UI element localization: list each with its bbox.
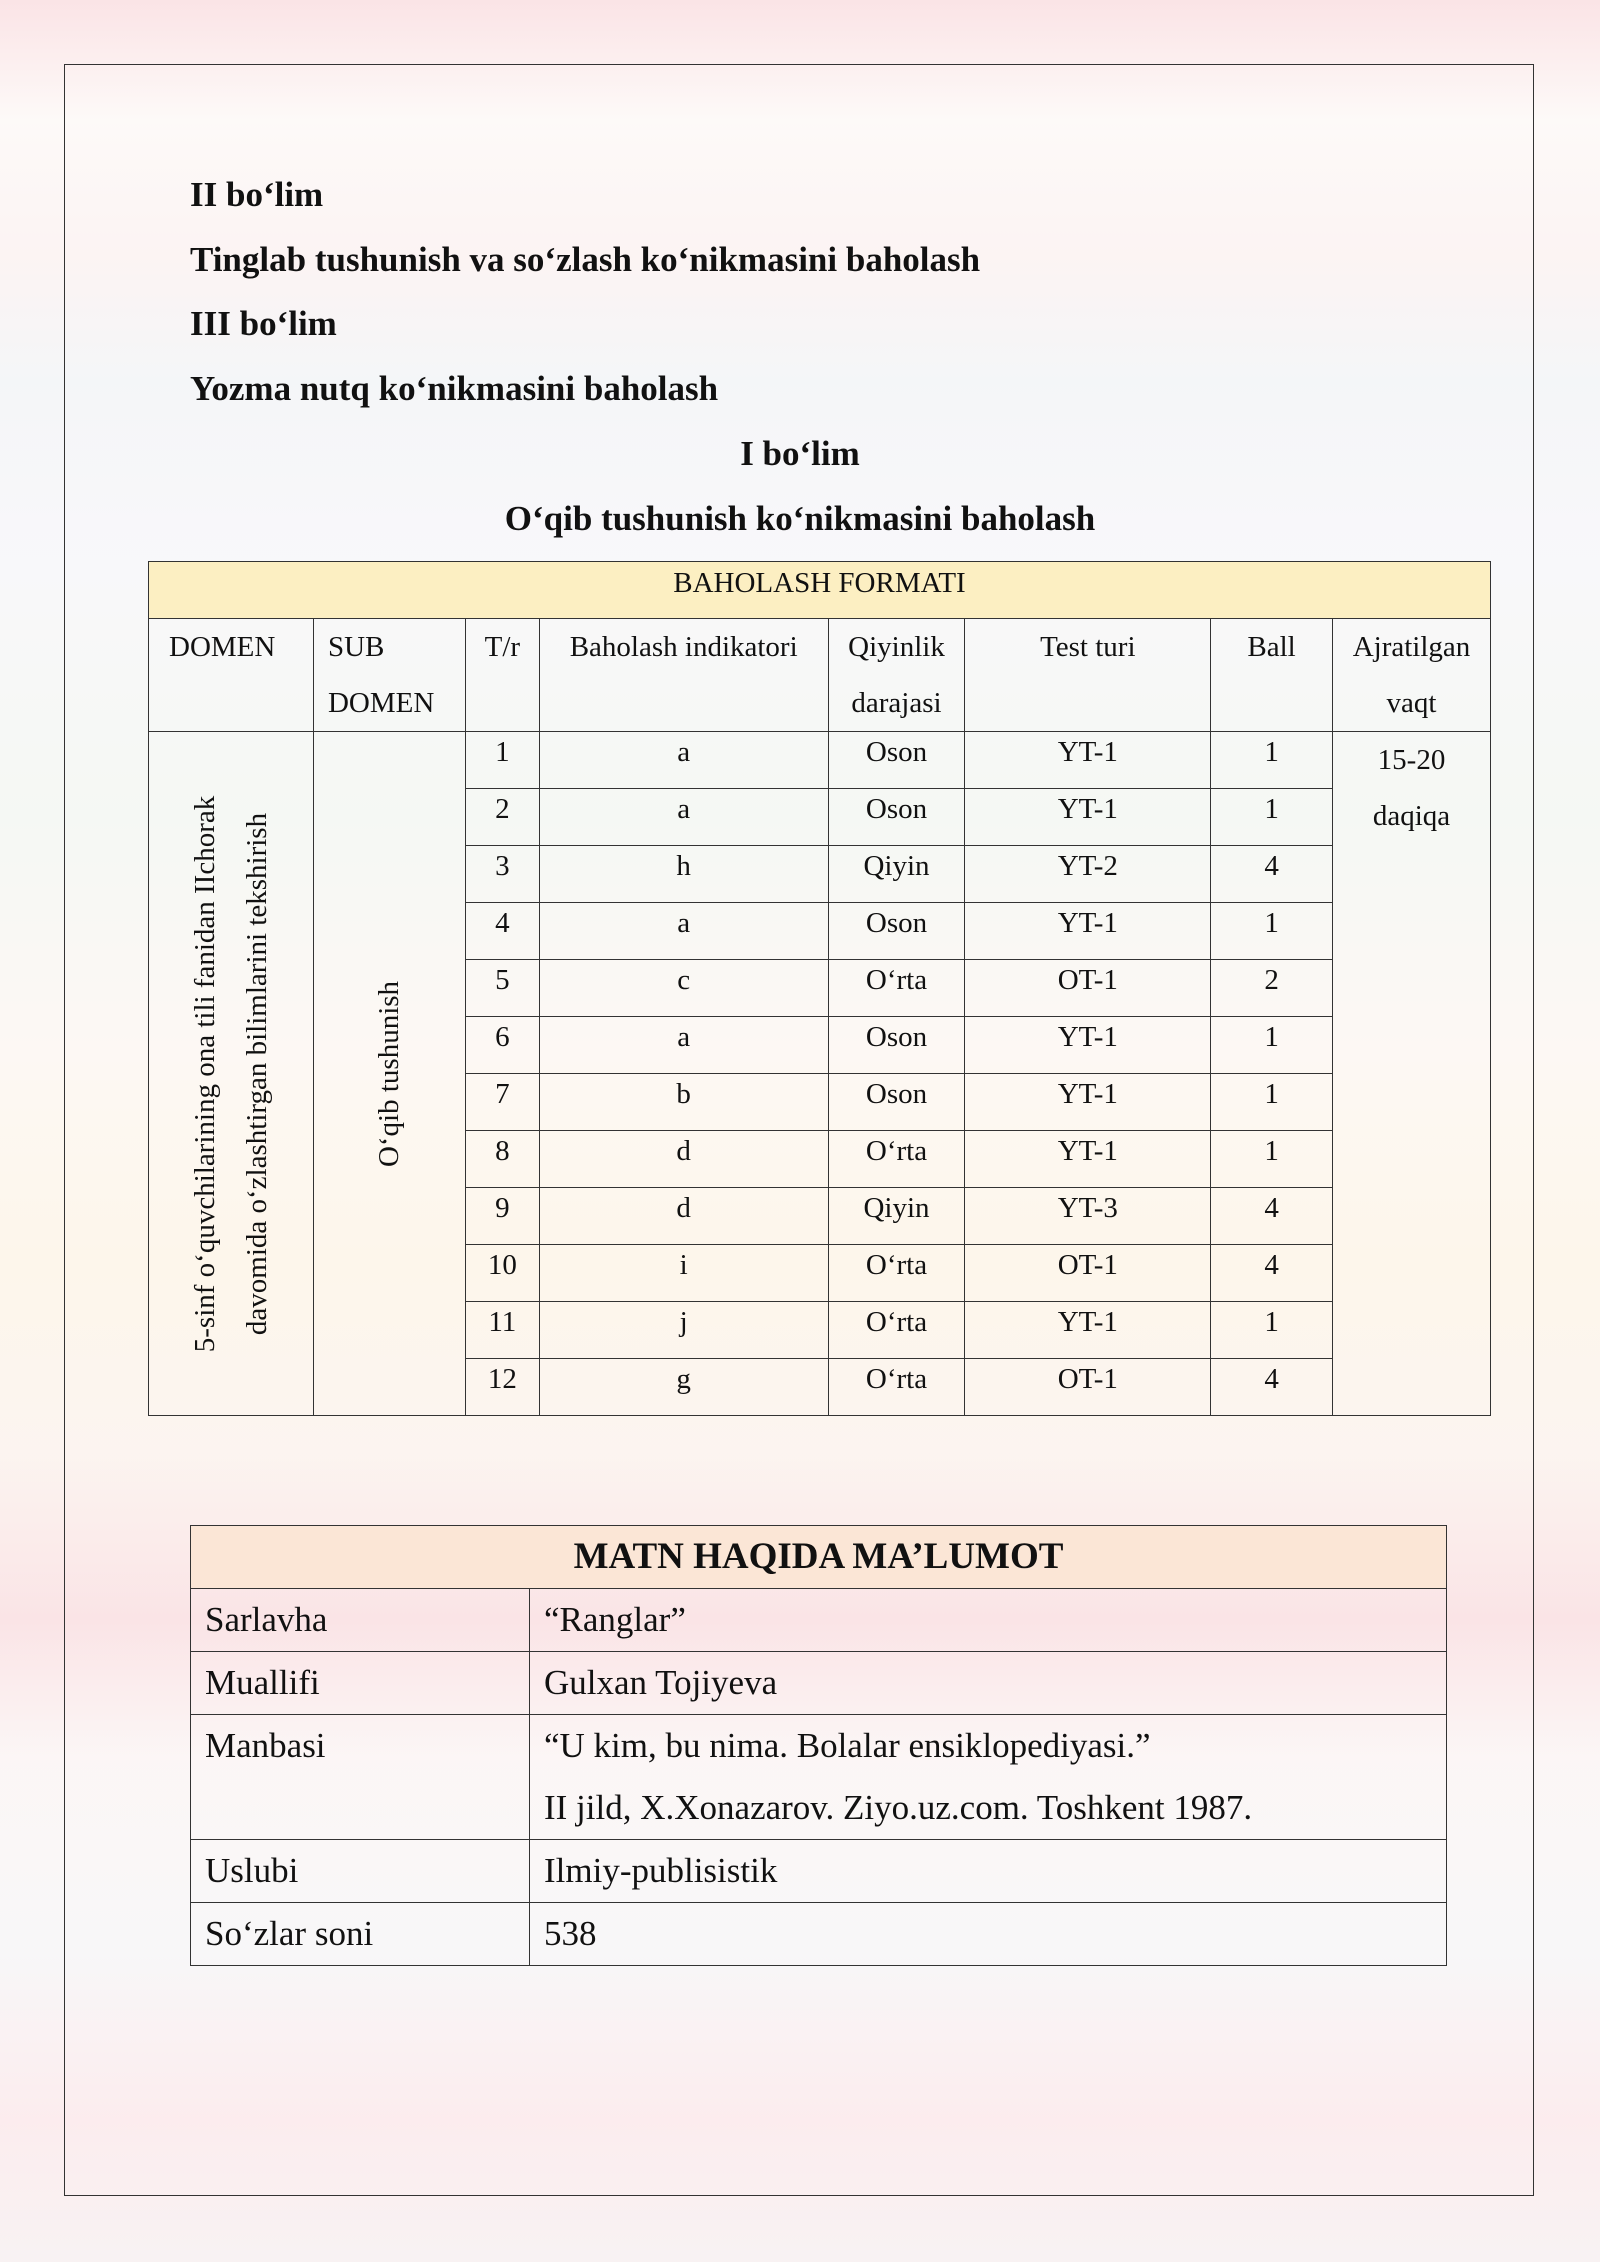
info-value-cell bbox=[530, 1715, 1447, 1840]
domen-cell bbox=[149, 732, 314, 1416]
row-number: 1 bbox=[465, 732, 539, 789]
col-header-time: Ajratilgan vaqt bbox=[1333, 619, 1491, 732]
time-cell bbox=[1333, 732, 1491, 1416]
info-table-title: MATN HAQIDA MA’LUMOT bbox=[191, 1526, 1447, 1589]
row-indicator: a bbox=[539, 1017, 828, 1074]
row-number: 4 bbox=[465, 903, 539, 960]
row-test-type: YT-1 bbox=[965, 1131, 1211, 1188]
row-number: 2 bbox=[465, 789, 539, 846]
info-value-line2: II jild, X.Xonazarov. Ziyo.uz.com. Toshkent 1987. bbox=[544, 1788, 1253, 1827]
row-difficulty: Oson bbox=[828, 789, 965, 846]
col-header-indicator: Baholash indikatori bbox=[539, 619, 828, 732]
row-ball: 1 bbox=[1211, 1302, 1333, 1359]
info-value: Ilmiy-publisistik bbox=[530, 1840, 1447, 1903]
row-ball: 2 bbox=[1211, 960, 1333, 1017]
row-difficulty: O‘rta bbox=[828, 1245, 965, 1302]
row-test-type: OT-1 bbox=[965, 1359, 1211, 1416]
sub-domen-text: O‘qib tushunish bbox=[373, 980, 406, 1167]
row-difficulty: O‘rta bbox=[828, 1359, 965, 1416]
row-indicator: h bbox=[539, 846, 828, 903]
section-heading-3: III bo‘lim bbox=[190, 304, 337, 343]
row-test-type: OT-1 bbox=[965, 1245, 1211, 1302]
row-indicator: a bbox=[539, 903, 828, 960]
info-value: “U kim, bu nima. Bolalar ensiklopediyasi.” bbox=[544, 1726, 1151, 1765]
row-number: 3 bbox=[465, 846, 539, 903]
row-ball: 1 bbox=[1211, 789, 1333, 846]
row-ball: 1 bbox=[1211, 903, 1333, 960]
info-key: Sarlavha bbox=[191, 1589, 530, 1652]
row-indicator: g bbox=[539, 1359, 828, 1416]
domen-text: 5-sinf o‘quvchilarining ona tili fanidan IIchorak davomida o‘zlashtirgan bilimlarini tekshirish bbox=[188, 795, 273, 1352]
row-ball: 1 bbox=[1211, 732, 1333, 789]
row-test-type: YT-2 bbox=[965, 846, 1211, 903]
row-indicator: i bbox=[539, 1245, 828, 1302]
section-subheading-1: O‘qib tushunish ko‘nikmasini baholash bbox=[504, 499, 1096, 538]
info-key: Uslubi bbox=[191, 1840, 530, 1903]
assessment-format-table bbox=[148, 561, 1491, 1416]
row-test-type: YT-1 bbox=[965, 1302, 1211, 1359]
format-table-title: BAHOLASH FORMATI bbox=[149, 562, 1491, 619]
row-difficulty: Oson bbox=[828, 1017, 965, 1074]
row-test-type: YT-1 bbox=[965, 1017, 1211, 1074]
info-row-title bbox=[191, 1589, 1447, 1652]
row-indicator: c bbox=[539, 960, 828, 1017]
section-heading-2: II bo‘lim bbox=[190, 175, 324, 214]
row-indicator: a bbox=[539, 732, 828, 789]
row-difficulty: O‘rta bbox=[828, 960, 965, 1017]
info-row-source bbox=[191, 1715, 1447, 1840]
row-test-type: YT-1 bbox=[965, 903, 1211, 960]
row-difficulty: Qiyin bbox=[828, 846, 965, 903]
row-ball: 1 bbox=[1211, 1131, 1333, 1188]
col-header-sub-domen: SUB DOMEN bbox=[313, 619, 465, 732]
row-number: 11 bbox=[465, 1302, 539, 1359]
info-row-author bbox=[191, 1652, 1447, 1715]
col-header-test-type: Test turi bbox=[965, 619, 1211, 732]
row-difficulty: Qiyin bbox=[828, 1188, 965, 1245]
col-header-tr: T/r bbox=[465, 619, 539, 732]
row-number: 9 bbox=[465, 1188, 539, 1245]
row-indicator: d bbox=[539, 1131, 828, 1188]
row-difficulty: O‘rta bbox=[828, 1131, 965, 1188]
col-header-domen: DOMEN bbox=[149, 619, 314, 732]
row-indicator: a bbox=[539, 789, 828, 846]
row-difficulty: O‘rta bbox=[828, 1302, 965, 1359]
col-header-ball: Ball bbox=[1211, 619, 1333, 732]
row-difficulty: Oson bbox=[828, 732, 965, 789]
row-indicator: d bbox=[539, 1188, 828, 1245]
row-number: 5 bbox=[465, 960, 539, 1017]
row-difficulty: Oson bbox=[828, 1074, 965, 1131]
row-ball: 1 bbox=[1211, 1074, 1333, 1131]
row-ball: 4 bbox=[1211, 1359, 1333, 1416]
row-number: 6 bbox=[465, 1017, 539, 1074]
info-row-word-count bbox=[191, 1903, 1447, 1966]
info-key: So‘zlar soni bbox=[191, 1903, 530, 1966]
info-row-style bbox=[191, 1840, 1447, 1903]
text-info-table bbox=[190, 1525, 1447, 1966]
row-number: 8 bbox=[465, 1131, 539, 1188]
info-key: Muallifi bbox=[191, 1652, 530, 1715]
table-row bbox=[149, 732, 1491, 789]
info-value: Gulxan Tojiyeva bbox=[530, 1652, 1447, 1715]
info-value: “Ranglar” bbox=[530, 1589, 1447, 1652]
row-test-type: YT-1 bbox=[965, 789, 1211, 846]
row-number: 10 bbox=[465, 1245, 539, 1302]
section-subheading-3: Yozma nutq ko‘nikmasini baholash bbox=[190, 369, 719, 408]
row-test-type: YT-1 bbox=[965, 732, 1211, 789]
row-indicator: b bbox=[539, 1074, 828, 1131]
info-key: Manbasi bbox=[191, 1715, 530, 1840]
row-ball: 4 bbox=[1211, 846, 1333, 903]
sub-domen-cell bbox=[313, 732, 465, 1416]
time-value: 15-20 daqiqa bbox=[1372, 744, 1451, 832]
row-difficulty: Oson bbox=[828, 903, 965, 960]
section-heading-1: I bo‘lim bbox=[740, 434, 860, 473]
row-number: 12 bbox=[465, 1359, 539, 1416]
section-subheading-2: Tinglab tushunish va so‘zlash ko‘nikmasini baholash bbox=[190, 240, 981, 279]
row-test-type: YT-3 bbox=[965, 1188, 1211, 1245]
row-indicator: j bbox=[539, 1302, 828, 1359]
row-ball: 4 bbox=[1211, 1188, 1333, 1245]
row-test-type: OT-1 bbox=[965, 960, 1211, 1017]
row-ball: 1 bbox=[1211, 1017, 1333, 1074]
col-header-difficulty: Qiyinlik darajasi bbox=[828, 619, 965, 732]
row-number: 7 bbox=[465, 1074, 539, 1131]
row-ball: 4 bbox=[1211, 1245, 1333, 1302]
info-value: 538 bbox=[530, 1903, 1447, 1966]
row-test-type: YT-1 bbox=[965, 1074, 1211, 1131]
